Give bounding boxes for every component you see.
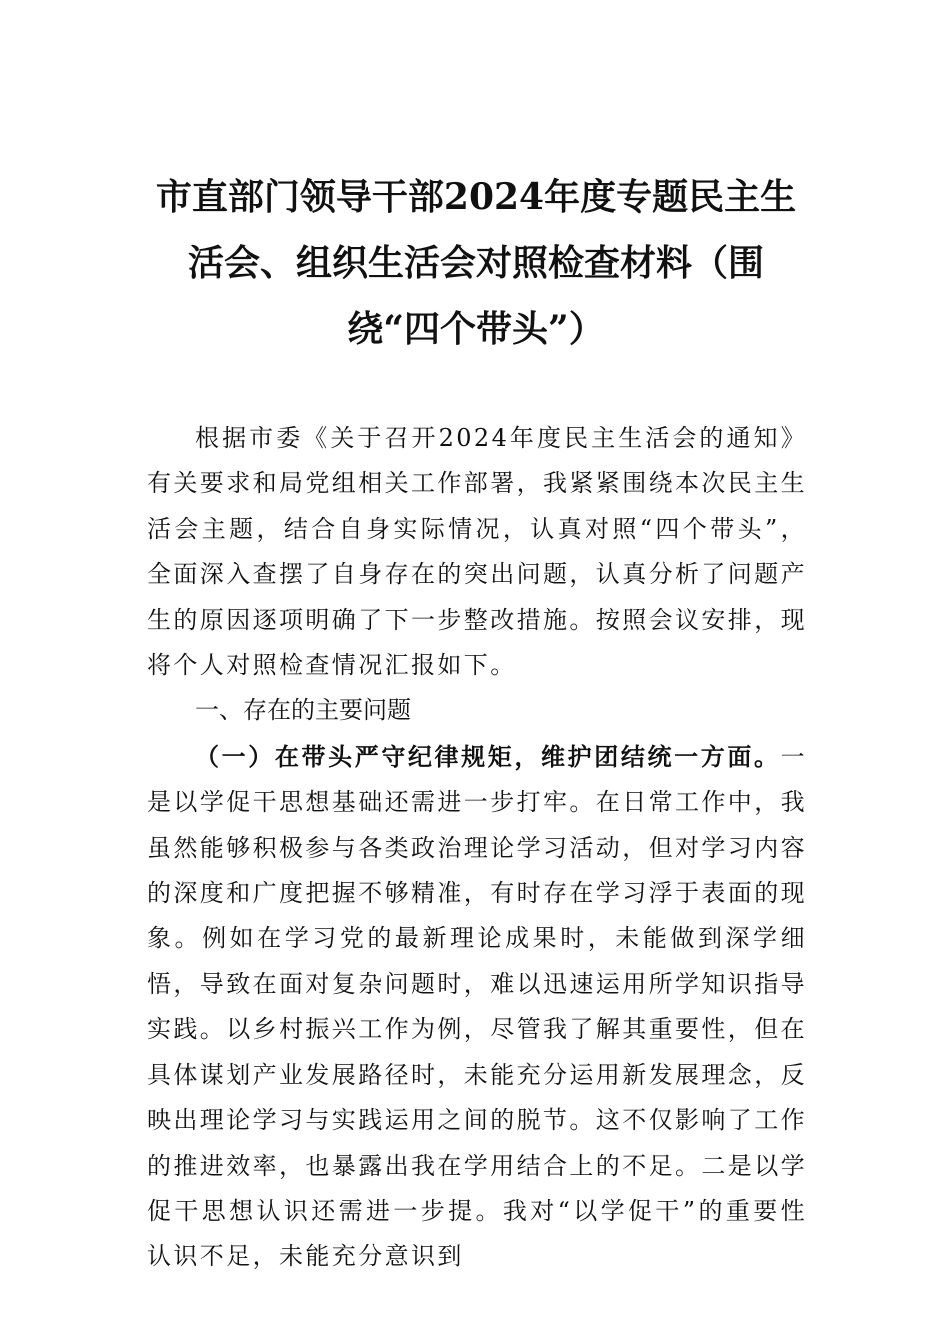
intro-paragraph: 根据市委《关于召开2024年度民主生活会的通知》有关要求和局党组相关工作部署，我紧紧围绕本次民主生活会主题，结合自身实际情况，认真对照“四个带头”，全面深入查摆了自身存在的突出问题，认真分析了问题产生的原因逐项明确了下一步整改措施。按照会议安排，现将个人对照检查情况汇报如下。 xyxy=(147,424,807,680)
section-heading: 一、存在的主要问题 xyxy=(195,696,411,725)
subsection-lead: （一）在带头严守纪律规矩，维护团结统一方面。 xyxy=(195,741,781,771)
subsection-paragraph xyxy=(147,734,807,1280)
document-title: 市直部门领导干部2024年度专题民主生活会、组织生活会对照检查材料（围绕“四个带头”） xyxy=(155,176,797,350)
document-body xyxy=(147,416,807,1280)
subsection-text: 一是以学促干思想基础还需进一步打牢。在日常工作中，我虽然能够积极参与各类政治理论学习活动，但对学习内容的深度和广度把握不够精准，有时存在学习浮于表面的现象。例如在学习党的最新理论成果时，未能做到深学细悟，导致在面对复杂问题时，难以迅速运用所学知识指导实践。以乡村振兴工作为例，尽管我了解其重要性，但在具体谋划产业发展路径时，未能充分运用新发展理念，反映出理论学习与实践运用之间的脱节。这不仅影响了工作的推进效率，也暴露出我在学用结合上的不足。二是以学促干思想认识还需进一步提。我对“以学促干”的重要性认识不足，未能充分意识到 xyxy=(147,742,807,1271)
